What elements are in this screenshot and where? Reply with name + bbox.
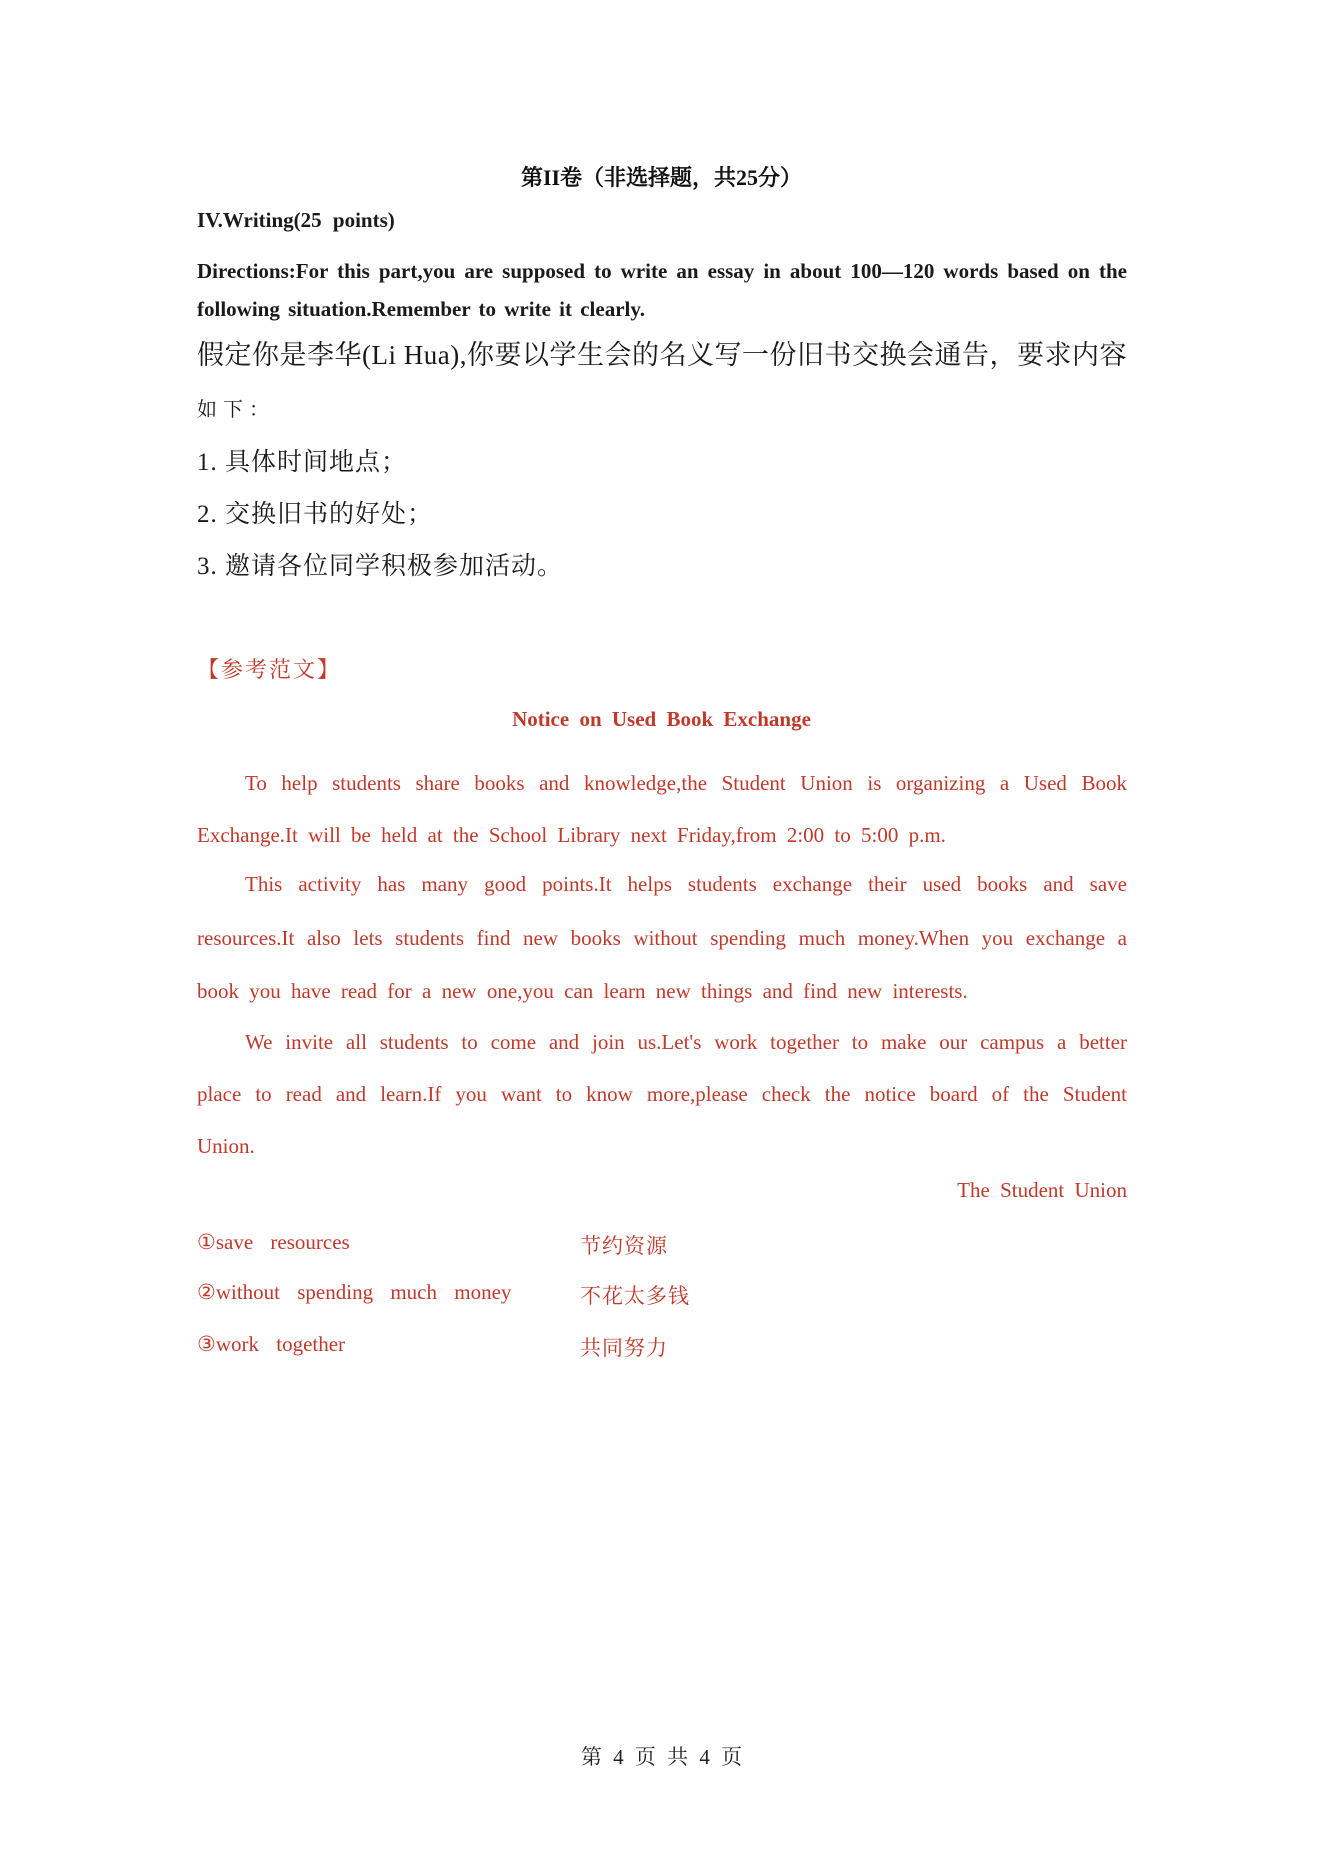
directions-text: Directions:For this part,you are supposed to write an essay in about 100—120 words based on the following situation.Remember to write it clearly. <box>197 259 1127 321</box>
page-footer: 第 4 页 共 4 页 <box>580 1745 743 1769</box>
essay-title: Notice on Used Book Exchange <box>512 707 811 731</box>
phrase-english: ①save resources <box>197 1230 350 1254</box>
requirement-item: 3. 邀请各位同学积极参加活动。 <box>197 553 564 580</box>
essay-paragraph: This activity has many good points.It helps students exchange their used books and save resources.It also lets students find new books without spending much money.When you exchange a book you have read for a new one,you can learn new things and find new interests. <box>197 872 1127 1003</box>
phrase-chinese: 共同努力 <box>580 1336 668 1360</box>
section-title: 第II卷（非选择题，共25分） <box>520 165 803 190</box>
requirement-item: 2. 交换旧书的好处； <box>197 501 434 528</box>
task-description-continued: 如下： <box>197 399 275 421</box>
requirement-item: 1. 具体时间地点； <box>197 449 408 476</box>
essay-signature: The Student Union <box>957 1178 1127 1202</box>
essay-paragraph: To help students share books and knowledge,the Student Union is organizing a Used Book Exchange.It will be held at the School Library next Friday,from 2:00 to 5:00 p.m. <box>197 771 1127 847</box>
phrase-english: ②without spending much money <box>197 1280 512 1304</box>
task-description: 假定你是李华(Li Hua),你要以学生会的名义写一份旧书交换会通告，要求内容 <box>197 340 1127 370</box>
phrase-english: ③work together <box>197 1332 346 1356</box>
writing-heading: IV.Writing(25 points) <box>197 208 395 232</box>
essay-paragraph: We invite all students to come and join us.Let's work together to make our campus a better place to read and learn.If you want to know more,please check the notice board of the Student Union. <box>197 1029 1127 1158</box>
reference-label: 【参考范文】 <box>197 657 342 682</box>
phrase-chinese: 节约资源 <box>580 1234 668 1258</box>
phrase-chinese: 不花太多钱 <box>580 1284 690 1308</box>
essay-body <box>197 757 1127 1172</box>
